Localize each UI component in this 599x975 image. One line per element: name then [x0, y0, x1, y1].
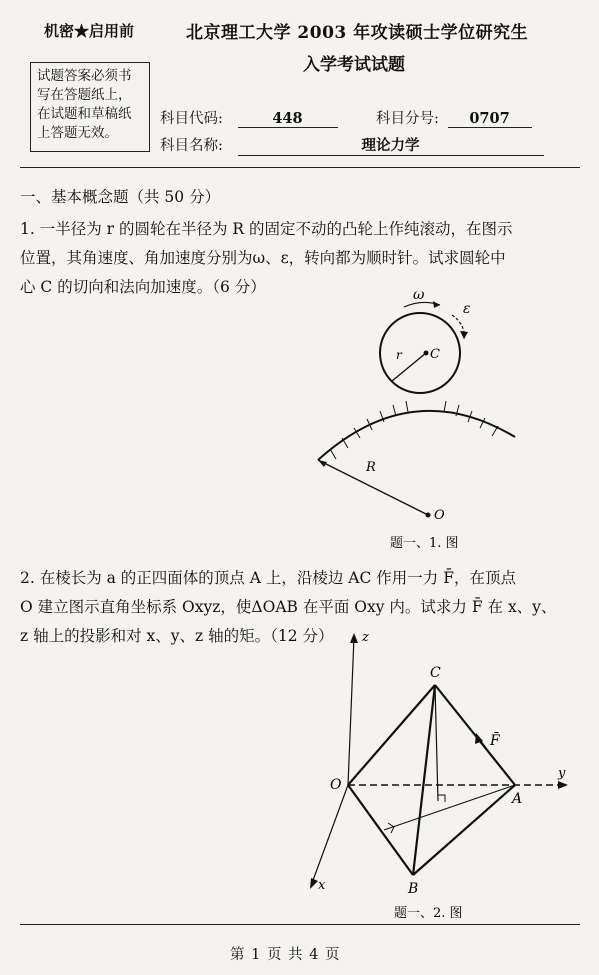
subject-name-label: 科目名称:	[160, 138, 223, 154]
label-O-vertex: O	[330, 777, 342, 793]
cam-center-point	[426, 513, 431, 518]
label-force-F: F̄	[490, 733, 500, 749]
page-number: 第 1 页 共 4 页	[230, 947, 341, 963]
header-divider	[20, 167, 580, 168]
label-y: y	[558, 766, 566, 781]
label-epsilon: ε	[463, 301, 471, 317]
subject-number-row	[376, 107, 532, 128]
problem-2-line: O 建立图示直角坐标系 Oxyz，使ΔOAB 在平面 Oxy 内。试求力 F̄ 在 x、y、	[20, 598, 557, 616]
notice-line: 在试题和草稿纸	[37, 106, 132, 122]
exam-title: 北京理工大学 2003 年攻读硕士学位研究生	[186, 23, 529, 43]
label-z: z	[362, 630, 369, 645]
footer-divider	[20, 924, 580, 925]
cam-hatching	[330, 401, 498, 459]
subject-name-value: 理论力学	[238, 134, 544, 156]
problem-2-line: 2. 在棱长为 a 的正四面体的顶点 A 上，沿棱边 AC 作用一力 F̄，在顶点	[20, 569, 516, 587]
label-O: O	[434, 508, 445, 523]
notice-line: 试题答案必须书	[37, 68, 132, 84]
figure-rolling-wheel	[300, 285, 530, 555]
confidential-label: 机密★启用前	[44, 22, 135, 40]
label-B-vertex: B	[408, 881, 419, 897]
notice-line: 上答题无效。	[37, 125, 118, 141]
label-omega: ω	[413, 287, 425, 303]
label-x: x	[318, 878, 326, 893]
label-r: r	[396, 348, 402, 362]
figure-2-caption: 题一、2. 图	[394, 906, 463, 921]
section-heading: 一、基本概念题（共 50 分）	[20, 188, 221, 206]
exam-subtitle: 入学考试试题	[303, 55, 405, 75]
label-C: C	[430, 347, 440, 362]
subject-number-label: 科目分号:	[376, 111, 439, 127]
subject-code-label: 科目代码:	[160, 111, 223, 127]
subject-code-row	[160, 107, 338, 128]
tetrahedron-edges	[348, 685, 515, 875]
problem-1-line: 位置，其角速度、角加速度分别为ω、ε，转向都为顺时针。试求圆轮中	[20, 249, 506, 267]
figure-tetrahedron	[300, 625, 580, 925]
subject-number-value: 0707	[448, 110, 532, 128]
label-C-vertex: C	[430, 665, 441, 681]
notice-line: 写在答题纸上，	[37, 87, 132, 103]
problem-1-line: 心 C 的切向和法向加速度。（6 分）	[20, 278, 266, 296]
label-R: R	[366, 460, 376, 475]
x-axis	[312, 785, 348, 883]
subject-name-row	[160, 134, 544, 156]
problem-1-line: 1. 一半径为 r 的圆轮在半径为 R 的固定不动的凸轮上作纯滚动，在图示	[20, 220, 513, 238]
figure-1-caption: 题一、1. 图	[390, 536, 459, 551]
subject-code-value: 448	[238, 110, 338, 128]
answer-notice-box	[30, 62, 150, 152]
label-A-vertex: A	[512, 791, 523, 807]
z-axis	[348, 637, 354, 785]
problem-2-line: z 轴上的投影和对 x、y、z 轴的矩。（12 分）	[20, 627, 334, 645]
